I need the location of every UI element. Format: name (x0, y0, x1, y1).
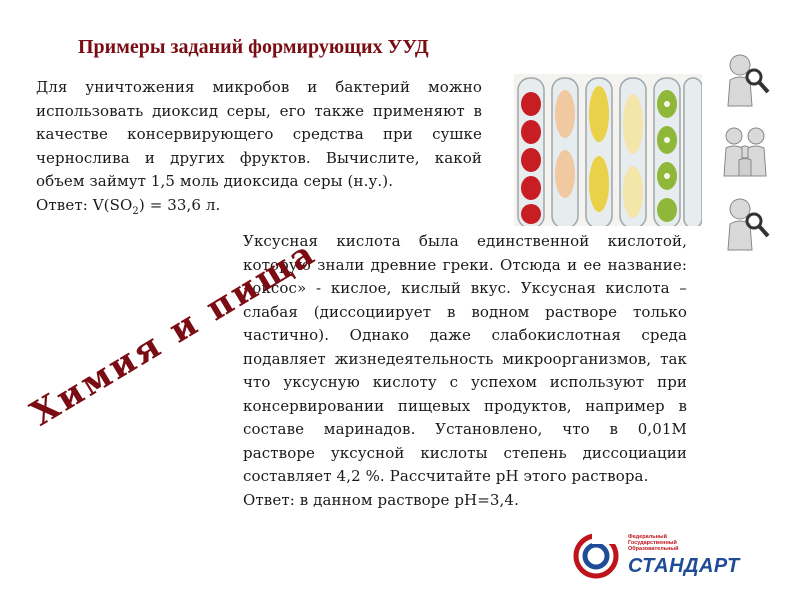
logo-caption: Федеральный Государственный Образовательный (628, 534, 679, 552)
task1-answer: Ответ: $V(SO_2) = 33,6$ л. (36, 195, 221, 217)
slide-title: Примеры заданий формирующих УУД (78, 36, 429, 58)
task2-text: Уксусная кислота была единственной кислотой, которую знали древние греки. Отсюда и ее название: «оксос» - кислое, кислый вкус. Уксусная кислота – слабая (диссоциирует в водном растворе только частично). Однако даже слабокислотная среда подавляет жизнедеятельность микроорганизмов, так что уксусную кислоту с успехом используют при консервировании пищевых продуктов, например в составе маринадов. Установлено, что в 0,01М растворе уксусной кислоты степень диссоциации составляет 4,2 %. Рассчитайте pH этого раствора. (243, 232, 687, 485)
task1-text: Для уничтожения микробов и бактерий можно использовать диоксид серы, его также применяют в качестве консервирующего средства при сушке чернослива и других фруктов. Вычислите, какой объем займут 1,5 моль диоксида серы (н.у.). (36, 78, 482, 190)
fruit-test-tubes-image (514, 74, 702, 226)
logo-text: СТАНДАРТ (628, 555, 740, 577)
family-icon (718, 124, 772, 180)
task2-answer: Ответ: в данном растворе pH=3,4. (243, 490, 519, 509)
side-label: Химия и пища (24, 232, 324, 435)
task1-block (36, 76, 482, 223)
person-magnifier-icon (718, 52, 772, 108)
person-magnifier-icon (718, 196, 772, 252)
